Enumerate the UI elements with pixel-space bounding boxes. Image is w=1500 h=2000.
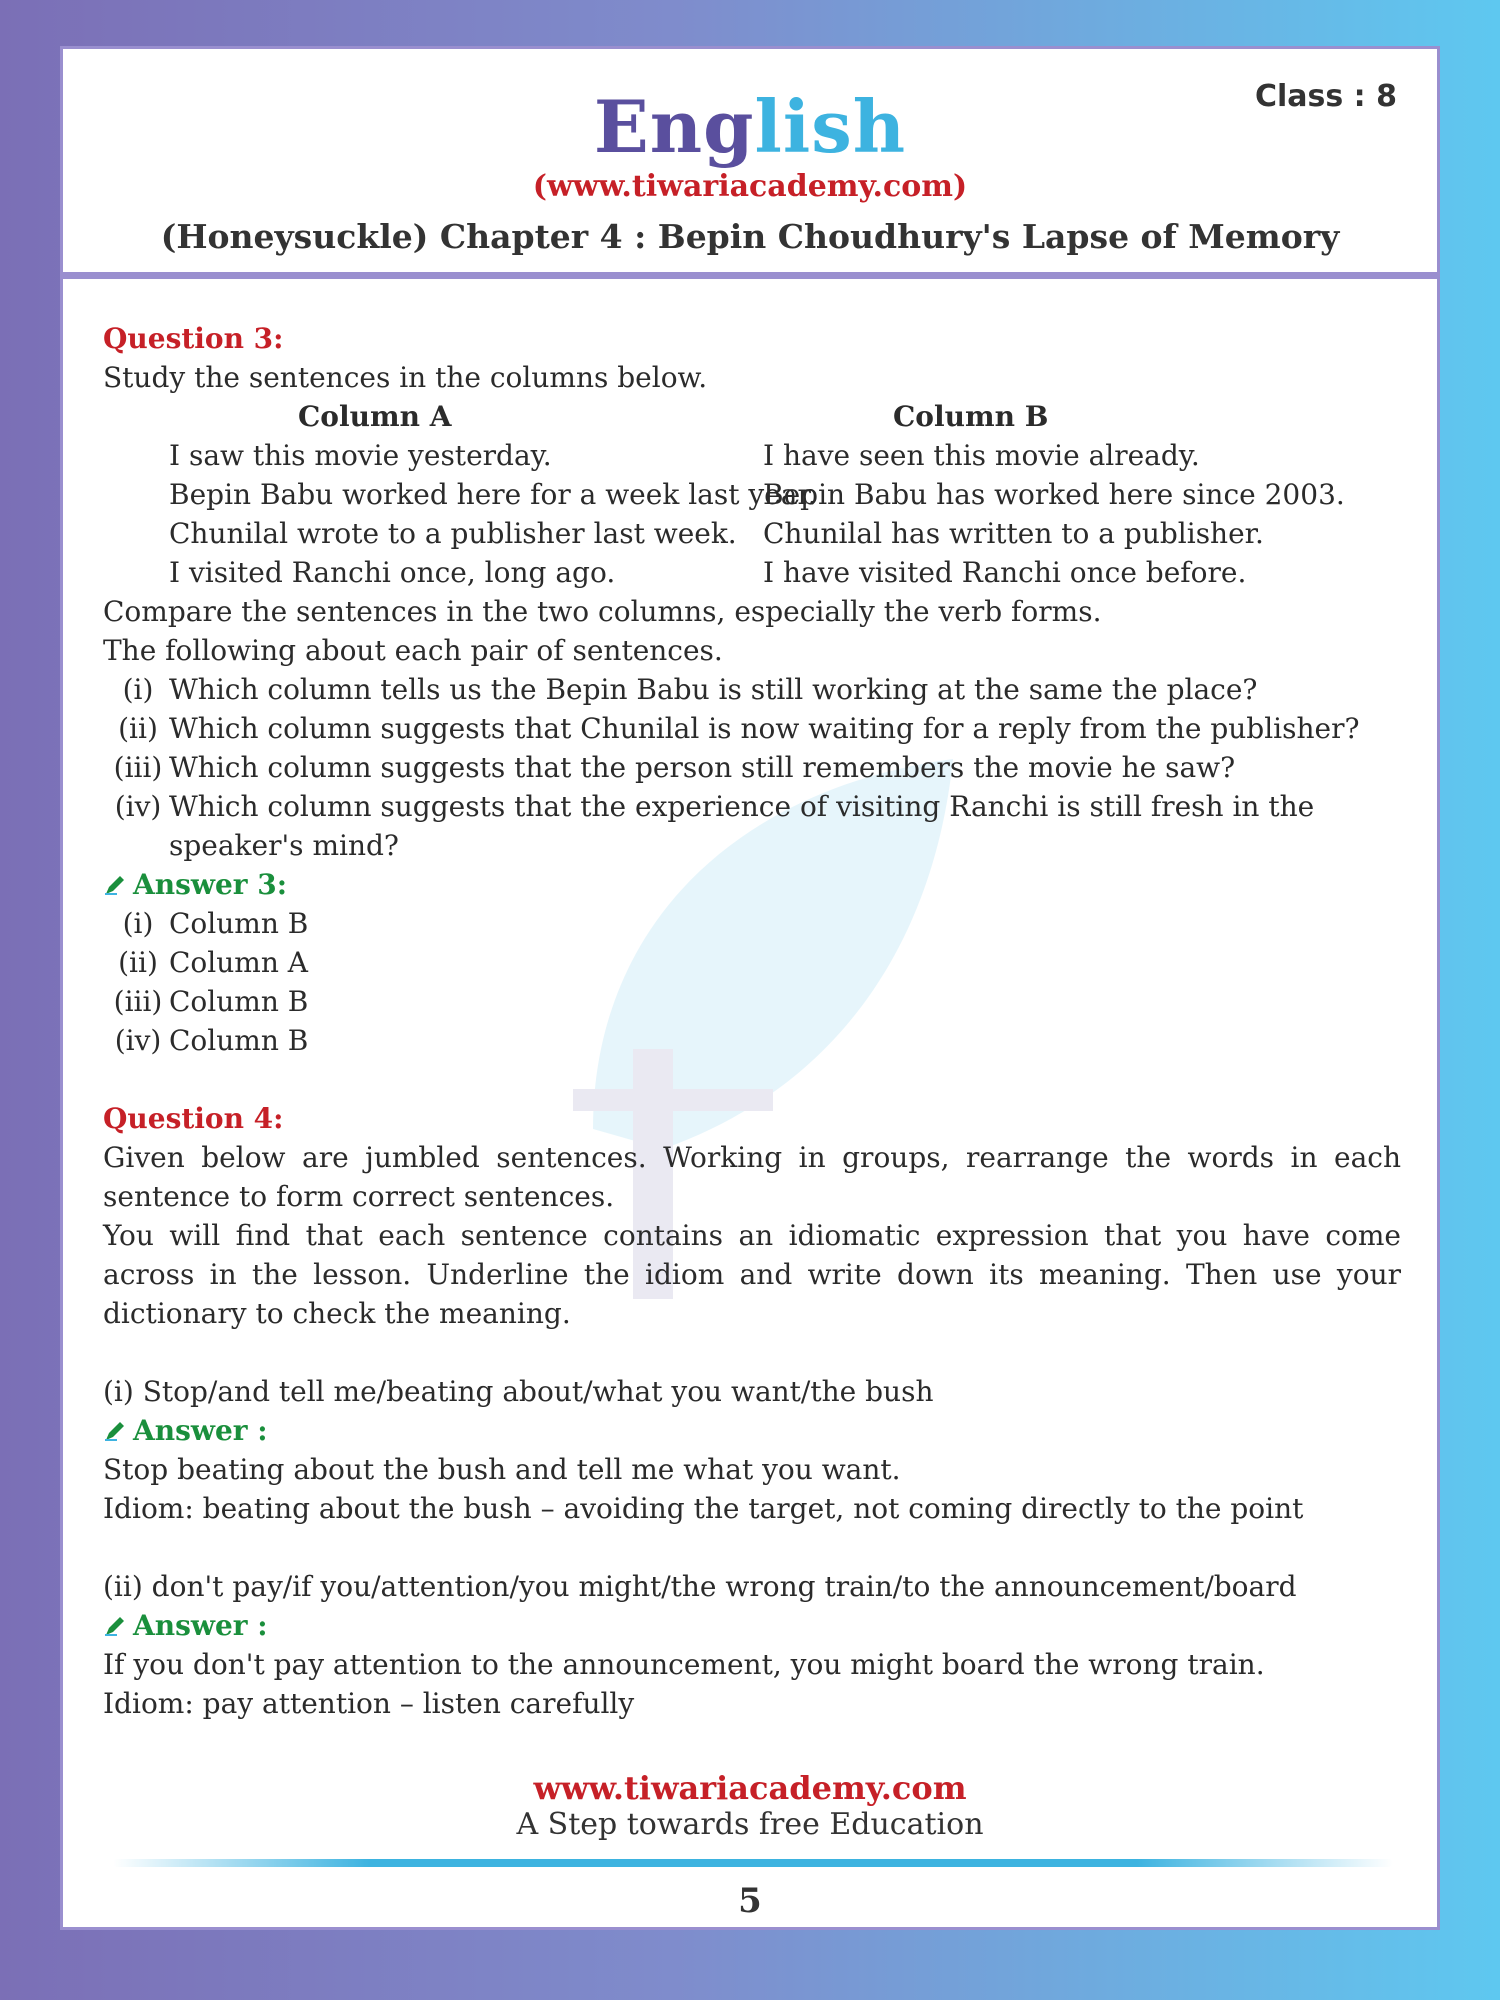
answer-item-number: (iv) (114, 1024, 162, 1057)
answer-item-number: (iii) (113, 985, 163, 1018)
footer-site-link[interactable]: www.tiwariacademy.com (533, 1769, 967, 1807)
sub-question-number: (iv) (114, 790, 162, 823)
sub-question-text: Which column suggests that Chunilal is now waiting for a reply from the publisher? (169, 712, 1360, 745)
answer-item (103, 982, 1401, 1021)
question-3-title: Question 3: (103, 322, 284, 355)
answer-item-text: Column B (169, 1024, 309, 1057)
page-number: 5 (738, 1881, 762, 1921)
answer-title (103, 1606, 1401, 1645)
sub-question (103, 670, 1401, 709)
header-site-link[interactable]: (www.tiwariacademy.com) (532, 169, 968, 204)
answer-item (103, 943, 1401, 982)
column-b-cell: Chunilal has written to a publisher. (763, 517, 1264, 550)
question-4-title: Question 4: (103, 1102, 284, 1135)
page-sheet (60, 46, 1440, 1930)
column-a-cell: I saw this movie yesterday. (169, 439, 552, 472)
answer-item (103, 1021, 1401, 1060)
column-a-cell: Chunilal wrote to a publisher last week. (169, 517, 737, 550)
answer-title (103, 1411, 1401, 1450)
sub-question-text: Which column suggests that the person still remembers the movie he saw? (169, 751, 1236, 784)
page-header (63, 49, 1437, 279)
column-a-cell: I visited Ranchi once, long ago. (169, 556, 616, 589)
pen-icon (103, 1614, 127, 1638)
sub-question-number: (ii) (118, 712, 158, 745)
column-b-cell: Bepin Babu has worked here since 2003. (763, 478, 1345, 511)
footer-divider (113, 1859, 1393, 1867)
pen-icon (103, 1419, 127, 1443)
compare-instruction: Compare the sentences in the two columns, especially the verb forms. (103, 595, 1102, 628)
answer-2-idiom: Idiom: pay attention – listen carefully (103, 1687, 635, 1720)
answer-label: Answer : (133, 1414, 268, 1447)
sub-question (103, 787, 1401, 865)
sub-question (103, 709, 1401, 748)
answer-1-sentence: Stop beating about the bush and tell me what you want. (103, 1453, 901, 1486)
question-3-intro: Study the sentences in the columns below. (103, 361, 708, 394)
question-4-paragraph-1: Given below are jumbled sentences. Working in groups, rearrange the words in each sentence to form correct sentences. (103, 1141, 1401, 1213)
column-a-header: Column A (298, 400, 452, 433)
following-instruction: The following about each pair of sentences. (103, 634, 723, 667)
column-a-cell: Bepin Babu worked here for a week last year. (169, 478, 817, 511)
title-part-1: Eng (593, 84, 755, 169)
answer-3-label: Answer 3: (133, 868, 288, 901)
page-content (103, 319, 1401, 1723)
answer-2-sentence: If you don't pay attention to the announcement, you might board the wrong train. (103, 1648, 1265, 1681)
jumbled-item-1: (i) Stop/and tell me/beating about/what you want/the bush (103, 1375, 934, 1408)
answer-item-number: (ii) (118, 946, 158, 979)
sub-question-text: Which column tells us the Bepin Babu is still working at the same the place? (169, 673, 1258, 706)
sub-question-number: (iii) (113, 751, 163, 784)
answer-item-text: Column A (169, 946, 308, 979)
column-b-header: Column B (893, 400, 1049, 433)
title-part-2: lish (754, 84, 907, 169)
sub-question (103, 748, 1401, 787)
answer-label: Answer : (133, 1609, 268, 1642)
answer-3-title (103, 865, 1401, 904)
answer-item (103, 904, 1401, 943)
column-b-cell: I have seen this movie already. (763, 439, 1200, 472)
pen-icon (103, 873, 127, 897)
jumbled-item-2: (ii) don't pay/if you/attention/you might/the wrong train/to the announcement/board (103, 1570, 1297, 1603)
answer-item-text: Column B (169, 985, 309, 1018)
sub-question-number: (i) (122, 673, 154, 706)
answer-1-idiom: Idiom: beating about the bush – avoiding the target, not coming directly to the point (103, 1492, 1304, 1525)
chapter-title: (Honeysuckle) Chapter 4 : Bepin Choudhury's Lapse of Memory (160, 217, 1340, 256)
footer-tagline: A Step towards free Education (516, 1807, 984, 1842)
answer-item-number: (i) (122, 907, 154, 940)
class-label: Class : 8 (1254, 79, 1397, 114)
answer-item-text: Column B (169, 907, 309, 940)
question-4-paragraph-2: You will find that each sentence contains an idiomatic expression that you have come across in the lesson. Underline the idiom and write down its meaning. Then use your dictionary to check the meaning. (103, 1219, 1401, 1330)
column-table (103, 397, 1401, 592)
column-b-cell: I have visited Ranchi once before. (763, 556, 1247, 589)
subject-title (63, 84, 1437, 169)
sub-question-text: Which column suggests that the experience of visiting Ranchi is still fresh in the speaker's mind? (169, 790, 1315, 862)
